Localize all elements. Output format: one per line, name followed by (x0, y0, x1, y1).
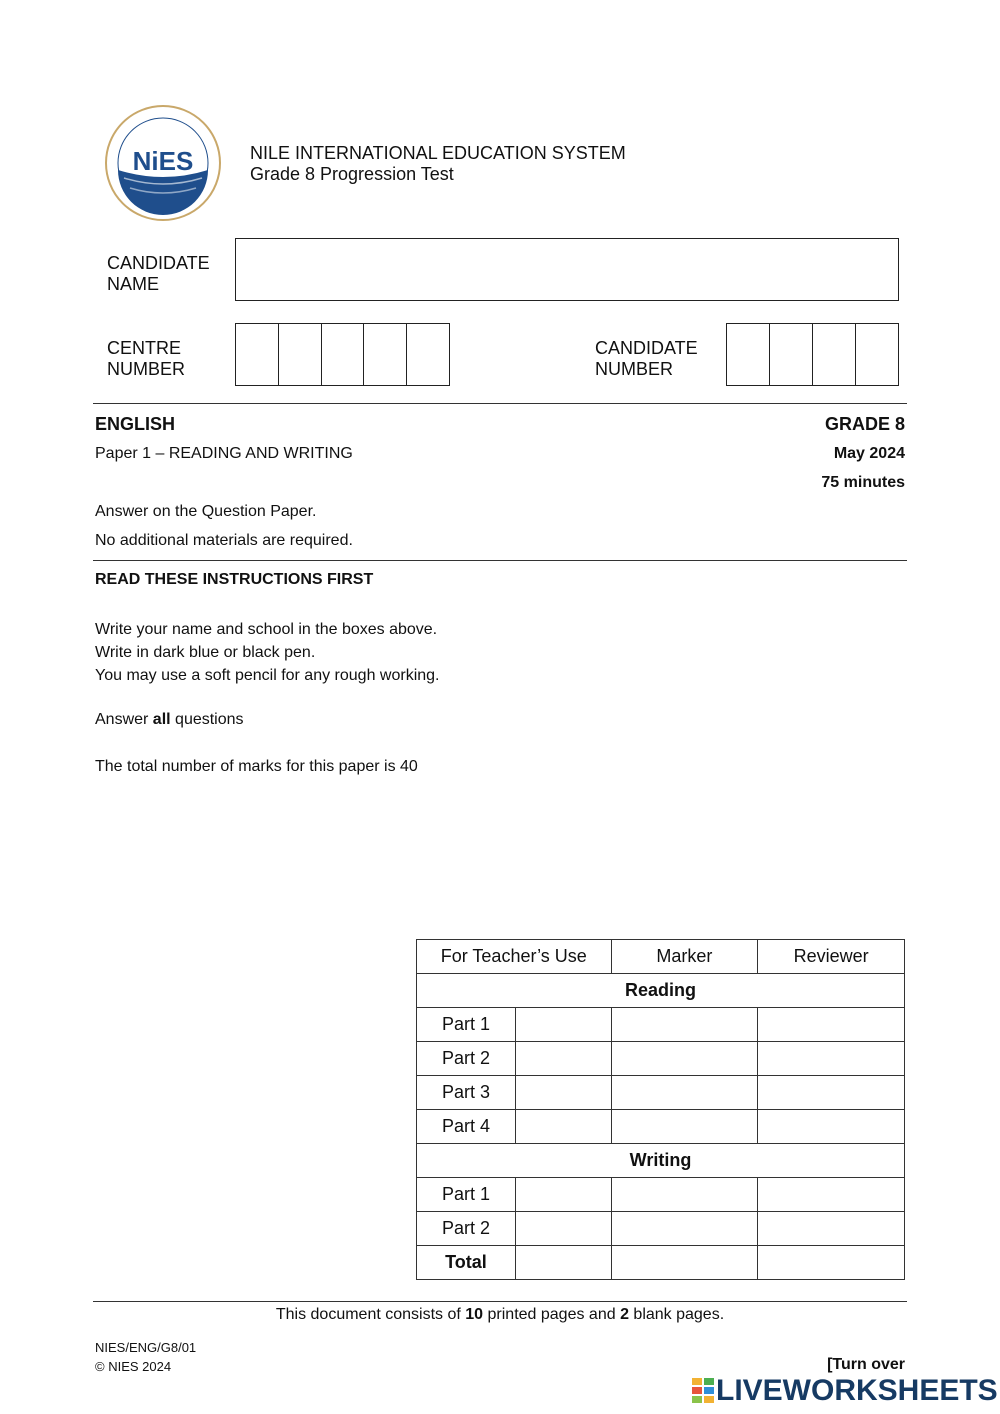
score-cell[interactable] (515, 1008, 611, 1042)
candidate-number-cell[interactable] (812, 324, 855, 385)
score-cell[interactable] (515, 1110, 611, 1144)
marker-cell[interactable] (611, 1110, 758, 1144)
table-row (417, 1008, 905, 1042)
printed-pages: 10 (465, 1306, 484, 1323)
answer-bold: all (152, 711, 171, 728)
answer-prefix: Answer (95, 711, 153, 728)
page-count-note (0, 1306, 1000, 1324)
grade: GRADE 8 (824, 414, 905, 434)
subject: ENGLISH (95, 414, 176, 434)
instruction-line: Write your name and school in the boxes above. (95, 621, 438, 638)
test-name: Grade 8 Progression Test (250, 164, 454, 184)
centre-number-boxes (235, 323, 450, 386)
table-row (417, 1212, 905, 1246)
table-header-row (417, 940, 905, 974)
total-label: Total (417, 1246, 516, 1280)
candidate-name-field[interactable] (235, 238, 899, 301)
col-marker: Marker (611, 940, 758, 974)
reviewer-cell[interactable] (758, 1178, 905, 1212)
reviewer-cell[interactable] (758, 1212, 905, 1246)
reviewer-cell[interactable] (758, 1076, 905, 1110)
candidate-name-label (107, 253, 210, 295)
reviewer-cell[interactable] (758, 1246, 905, 1280)
centre-number-label-line2: NUMBER (107, 359, 186, 379)
row-label: Part 4 (417, 1110, 516, 1144)
section-writing: Writing (417, 1144, 905, 1178)
organization-name: NILE INTERNATIONAL EDUCATION SYSTEM (250, 143, 626, 163)
divider (93, 1301, 907, 1302)
candidate-number-label-line2: NUMBER (595, 359, 674, 379)
materials-note: No additional materials are required. (95, 532, 353, 549)
table-row (417, 1178, 905, 1212)
marker-cell[interactable] (611, 1212, 758, 1246)
score-cell[interactable] (515, 1212, 611, 1246)
candidate-number-label-line1: CANDIDATE (595, 338, 698, 358)
copyright: © NIES 2024 (95, 1359, 172, 1374)
paper-title: Paper 1 – READING AND WRITING (95, 445, 353, 462)
total-marks: The total number of marks for this paper is 40 (95, 758, 418, 775)
col-teacher-use: For Teacher’s Use (417, 940, 612, 974)
row-label: Part 1 (417, 1178, 516, 1212)
candidate-number-cell[interactable] (855, 324, 898, 385)
col-reviewer: Reviewer (758, 940, 905, 974)
total-row (417, 1246, 905, 1280)
document-code: NIES/ENG/G8/01 (95, 1340, 197, 1355)
reviewer-cell[interactable] (758, 1110, 905, 1144)
instructions-heading: READ THESE INSTRUCTIONS FIRST (95, 571, 374, 588)
answer-suffix: questions (170, 711, 244, 728)
blank-pages: 2 (620, 1306, 629, 1323)
row-label: Part 2 (417, 1212, 516, 1246)
row-label: Part 1 (417, 1008, 516, 1042)
candidate-number-label (595, 338, 698, 380)
table-row (417, 1042, 905, 1076)
nies-logo (104, 104, 222, 222)
candidate-number-boxes (726, 323, 899, 386)
candidate-name-label-line2: NAME (107, 274, 160, 294)
exam-date: May 2024 (833, 445, 905, 462)
turn-over: [Turn over (827, 1356, 905, 1373)
instruction-line: Write in dark blue or black pen. (95, 644, 316, 661)
total-score-cell[interactable] (515, 1246, 611, 1280)
section-row (417, 1144, 905, 1178)
score-cell[interactable] (515, 1076, 611, 1110)
instructions-list (95, 618, 440, 687)
pages-prefix: This document consists of (275, 1306, 466, 1323)
reviewer-cell[interactable] (758, 1008, 905, 1042)
watermark-text: LIVEWORKSHEETS (716, 1374, 998, 1407)
liveworksheets-icon (692, 1378, 714, 1404)
marker-cell[interactable] (611, 1246, 758, 1280)
row-label: Part 2 (417, 1042, 516, 1076)
centre-number-label-line1: CENTRE (107, 338, 182, 358)
centre-number-cell[interactable] (321, 324, 364, 385)
answer-note: Answer on the Question Paper. (95, 503, 317, 520)
pages-suffix: blank pages. (628, 1306, 725, 1323)
centre-number-cell[interactable] (278, 324, 321, 385)
score-cell[interactable] (515, 1178, 611, 1212)
row-label: Part 3 (417, 1076, 516, 1110)
table-row (417, 1110, 905, 1144)
centre-number-cell[interactable] (406, 324, 449, 385)
centre-number-cell[interactable] (236, 324, 278, 385)
marker-cell[interactable] (611, 1008, 758, 1042)
duration: 75 minutes (821, 474, 905, 491)
liveworksheets-watermark (692, 1374, 998, 1408)
candidate-name-label-line1: CANDIDATE (107, 253, 210, 273)
candidate-number-cell[interactable] (769, 324, 812, 385)
document-codes (95, 1338, 196, 1376)
teacher-use-table (416, 939, 905, 1280)
divider (93, 560, 907, 561)
section-reading: Reading (417, 974, 905, 1008)
organization-header (250, 143, 626, 185)
score-cell[interactable] (515, 1042, 611, 1076)
table-row (417, 1076, 905, 1110)
reviewer-cell[interactable] (758, 1042, 905, 1076)
marker-cell[interactable] (611, 1178, 758, 1212)
instruction-line: You may use a soft pencil for any rough working. (95, 667, 440, 684)
marker-cell[interactable] (611, 1076, 758, 1110)
candidate-number-cell[interactable] (727, 324, 769, 385)
divider (93, 403, 907, 404)
marker-cell[interactable] (611, 1042, 758, 1076)
pages-mid: printed pages and (483, 1306, 621, 1323)
centre-number-label (107, 338, 185, 380)
centre-number-cell[interactable] (363, 324, 406, 385)
logo-text: NiES (132, 146, 194, 176)
answer-all-instruction (95, 711, 244, 729)
section-row (417, 974, 905, 1008)
